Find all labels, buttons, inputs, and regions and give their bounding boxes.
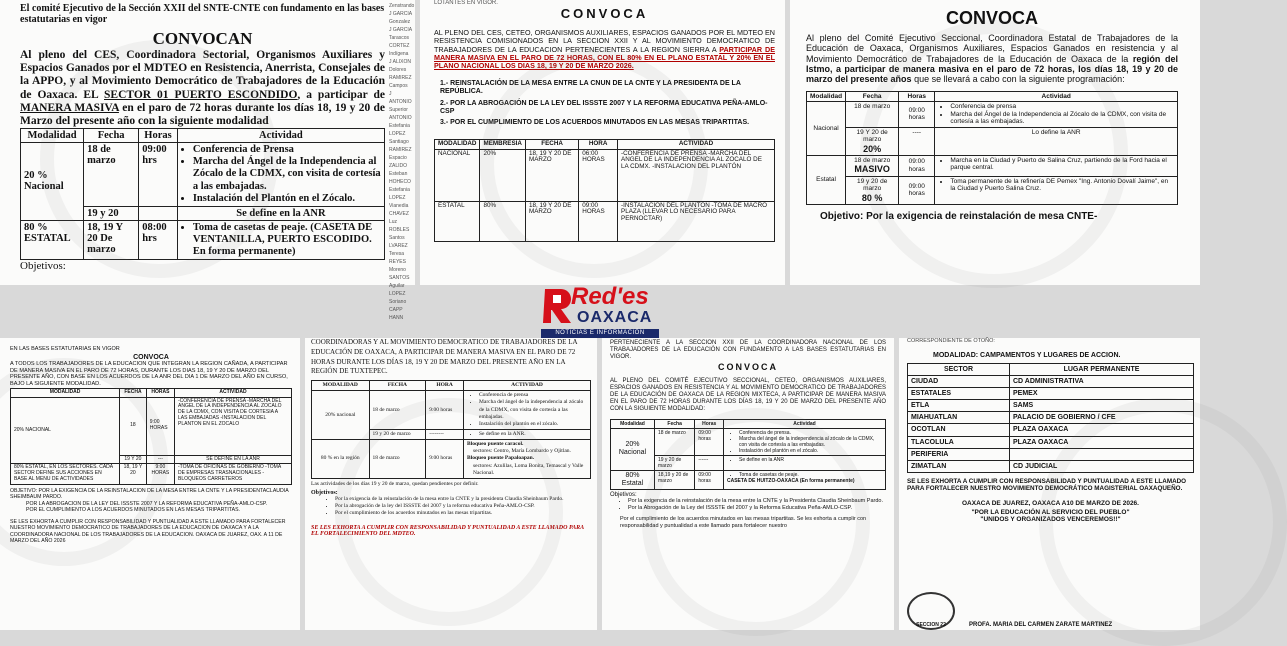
top-text: COORDINADORAS Y AL MOVIMIENTO DEMOCRATICO DE TRABAJADORES DE LA EDUCACIÓN DE OAXACA, A PARTICIPAR DE MANERA MASIVA EN EL PARO DE 72 HORAS DURANTE LOS DÍAS 18, 19 Y 20 DE MARZO DEL PRESENTE AÑO EN LA REGIÓN DE TUXTEPEC.: [311, 338, 578, 376]
col-fecha: FECHA: [120, 388, 147, 397]
top-text: EN LAS BASES ESTATUTARIAS EN VIGOR: [10, 346, 120, 352]
cell: -TOMA DE OFICINAS DE GOBIERNO -TOMA DE EMPRESAS TRASNACIONALES -BLOQUEOS CARRETEROS: [175, 464, 292, 484]
cell-actividad: • Conferencia de prensa • Marcha del Ángel de la Independencia al Zócalo de la CDMX, con visita de cortesía a las embajadas.: [935, 102, 1178, 127]
cell: • Se define en la ANR: [724, 455, 886, 470]
cell: -CONFERENCIA DE PRENSA -MARCHA DEL ANGEL DE LA INDEPENDENCIA AL ZOCALO DE LA CDMX. -INSTALACION DEL PLANTÓN: [618, 149, 775, 201]
cell: 80%: [480, 201, 525, 241]
top-text: CORRESPONDIENTE DE OTOÑO:: [907, 338, 995, 344]
cell: ------: [695, 455, 724, 470]
logo-tagline: NOTICIAS E INFORMACIÓN: [541, 329, 659, 338]
cell: 20% NACIONAL: [11, 397, 120, 464]
signature-entry: Espacio: [389, 155, 407, 161]
cell: 09:00 HORAS: [579, 201, 618, 241]
motto-2: "UNIDOS Y ORGANIZADOS VENCEREMOS!!": [980, 515, 1121, 523]
cell: 9:00 HORAS: [146, 397, 174, 455]
col-modalidad: MODALIDAD: [435, 139, 480, 149]
cell: • Conferencia de prensa. • Marcha del ángel de la independencia al zócalo de la CDMX, con visita de cortesía a las embajadas. • Instalación del plantón en el zócalo.: [724, 428, 886, 455]
cell-sector: PERIFERIA: [908, 448, 1010, 460]
signature-column: [389, 0, 415, 321]
cell: 20%: [480, 149, 525, 201]
col-fecha: Fecha: [654, 419, 694, 428]
objectives-label: Objetivos:: [20, 259, 66, 272]
cell-sector: ESTATALES: [908, 388, 1010, 400]
cell: • Toma de casetas de peaje. CASETA DE HUITZO-OAXACA (En forma permanente): [724, 470, 886, 490]
closing-text: Por el cumplimiento de los acuerdos minutados en las mesas tripartitas. Se les exhorta a cumplir con responsabilidad y puntualidad a este llamado para fortalecer nuestro: [620, 515, 867, 529]
watermark-seal: [860, 20, 1128, 288]
cell-fecha: 18, 19 Y 20 De marzo: [84, 220, 139, 259]
cell-modalidad: 80 % ESTATAL: [21, 220, 84, 259]
cell-fecha: 19 y 20: [84, 206, 139, 220]
signature-entry: J ALIXON: [389, 59, 411, 65]
signature-entry: Soriano: [389, 299, 407, 305]
list-item: POR EL CUMPLIMIENTO A LOS ACUERDOS MINUTADOS EN LAS MESAS TRIPARTITAS.: [26, 507, 240, 514]
cell-horas: 09:00 hrs: [139, 143, 178, 206]
list-item: • Por la exigencia de la reinstalación de la mesa entre la CNTE y la Presidenta Claudia Sheinbaum Pardo.: [628, 498, 886, 505]
cell-actividad: • Toma permanente de la refinería DE Pemex "Ing. Antonio Dovalí Jaime", en la Ciudad y Puerto Salina Cruz.: [935, 176, 1178, 204]
doc-title: CONVOCA: [717, 361, 778, 372]
col-modalidad: Modalidad: [807, 91, 846, 101]
cell: 18: [120, 397, 147, 455]
cell-horas: ----: [899, 127, 935, 155]
cell: 20% Nacional: [611, 428, 655, 470]
signature-entry: CHAVEZ: [389, 211, 409, 217]
cell: • Conferencia de prensa • Marcha del ángel de la independencia al zócalo de la CDMX, con visita de cortesía a las embajadas. • Instalación del plantón en el zócalo.: [464, 391, 591, 430]
signature-entry: LOPEZ: [389, 195, 406, 201]
logo-main-text: Red'es: [571, 283, 649, 310]
closing-text: SE LES EXHORTA A CUMPLIR CON RESPONSABILIDAD Y PUNTUALIDAD A ESTE LLAMADO PARA EL FORTALECIMIENTO DEL MDTEO.: [311, 525, 584, 538]
objectives-label: Objetivos:: [311, 489, 338, 496]
body-text: AL PLENO DEL CES, CETEO, ORGANISMOS AUXILIARES, ESPACIOS GANADOS POR EL MDTEO EN RESISTENCIA COMISIONADOS EN LA SECCION XXII Y AL MOVIMIENTO DEMOCRATICO DE TRABAJADORES DE LA EDUCACION PERTENECIENTES A LA REGION SIERRA A PARTICIPAR DE MANERA MASIVA EN EL PARO DE 72 HORAS, CON EL 80% EN EL PLANO ESTATAL Y 20% EN EL PLANO NACIONAL LOS DIAS 18, 19 Y 20 DE MARZO 2026.: [434, 28, 775, 71]
cell: 18, 19 Y 20: [120, 464, 147, 484]
doc-title: CONVOCA: [945, 8, 1038, 28]
signature-entry: LOPEZ: [389, 131, 406, 137]
cell: NACIONAL: [435, 149, 480, 201]
col-actividad: Actividad: [177, 129, 384, 143]
signature-entry: Campos: [389, 83, 408, 89]
signature-entry: Santos: [389, 235, 405, 241]
cell-lugar: CD JUDICIAL: [1010, 460, 1194, 472]
cell: ---: [146, 455, 174, 464]
place-date: OAXACA DE JUAREZ, OAXACA A10 DE MARZO DE 2026.: [962, 499, 1139, 507]
col-actividad: ACTIVIDAD: [175, 388, 292, 397]
cell: 18 de marzo: [654, 428, 694, 455]
cell-actividad: • Toma de casetas de peaje. (CASETA DE VENTANILLA, PUERTO ESCODIDO. En forma permanente): [177, 220, 384, 259]
cell-actividad: • Marcha en la Ciudad y Puerto de Salina Cruz, partiendo de la Ford hacia el parque central.: [935, 155, 1178, 176]
col-actividad: Actividad: [935, 91, 1178, 101]
signature-entry: J ANTONIO: [389, 91, 412, 105]
list-item: • Por la abrogación de la ley del ISSSTE del 2007 y la reforma educativa Peña-AMLO-CSP.: [335, 503, 591, 510]
col-sector: SECTOR: [908, 364, 1010, 376]
col-fecha: Fecha: [84, 129, 139, 143]
cell: 80 % en la región: [312, 440, 370, 479]
cell: 18 de marzo: [369, 391, 426, 430]
signature-entry: Estefania: [389, 187, 410, 193]
signature-entry: Superior: [389, 107, 408, 113]
modality-text: MODALIDAD: CAMPAMENTOS Y LUGARES DE ACCION.: [933, 352, 1121, 359]
cell: 19 y 20 de marzo: [654, 455, 694, 470]
col-fecha: FECHA: [525, 139, 578, 149]
signature-entry: CORTEZ: [389, 43, 410, 49]
cell: 09:00 horas: [695, 428, 724, 455]
list-item: • Por la Abrogación de la Ley del ISSSTE del 2007 y la Reforma Educativa Peña-AMLO-CSP.: [628, 505, 886, 512]
signature-entry: RAMIREZ: [389, 75, 412, 81]
cell-actividad: Lo define la ANR: [935, 127, 1178, 155]
signature-entry: Dolores: [389, 67, 407, 73]
list-item: POR LA ABROGACION DE LA LEY DEL ISSSTE 2007 Y LA REFORMA EDUCATIVA PEÑA-AMLO-CSP.: [26, 500, 268, 507]
col-actividad: ACTIVIDAD: [464, 381, 591, 391]
list-item: OBJETIVO: POR LA EXIGENCIA DE LA REINSTALACION DE LA MESA ENTRE LA CNTE Y LA PRESIDENTACLAUDIA SHEIMBAUM PARDO.: [10, 487, 289, 501]
body-text: Al pleno del CES, Coordinadora Sectorial, Organismos Auxiliares y Espacios Ganados por el MDTEO en Resistencia, Anerrista, Consejales de la APPO, y al Movimiento Democrático de Trabajadores de la Educación de Oaxaca. EL SECTOR 01 PUERTO ESCONDIDO, a participar de MANERA MASIVA en el paro de 72 horas durante los días 18, 19 y 20 de Marzo del presente año con la siguiente modalidad: [20, 49, 386, 128]
signature-entry: SANTOS: [389, 275, 410, 281]
col-horas: Horas: [899, 91, 935, 101]
list-item: 1.- REINSTALACIÓN DE LA MESA ENTRE LA CNUN DE LA CNTE Y LA PRESIDENTA DE LA REPÚBLICA.: [440, 80, 741, 96]
signature-entry: J GARCIA: [389, 11, 413, 17]
cell: 80% ESTATAL, EN LOS SECTORES. CADA SECTOR DEFINE SUS ACCIONES EN BASE AL MENU DE ACTIVIDADES: [11, 464, 120, 484]
convocatoria-region-tuxtepec: [305, 338, 597, 630]
cell-sector: CIUDAD: [908, 376, 1010, 388]
signature-entry: LVAREZ: [389, 243, 408, 249]
signature-entry: Zenstrando: [389, 3, 415, 9]
cell: 20% nacional: [312, 391, 370, 440]
signature-entry: Esteban: [389, 171, 408, 177]
cell: 18, 19 Y 20 DE MARZO: [525, 201, 578, 241]
cell-sector: ZIMATLAN: [908, 460, 1010, 472]
cell-modalidad: Nacional: [807, 102, 846, 156]
table-header: [908, 364, 1194, 376]
signature-entry: Santiago: [389, 139, 409, 145]
watermark-seal: [40, 40, 278, 278]
cell-horas: 09:00 horas: [899, 176, 935, 204]
cell: 09:00 horas: [695, 470, 724, 490]
col-modalidad: Modalidad: [611, 419, 655, 428]
doc-title: CONVOCAN: [152, 29, 253, 48]
table-header: [312, 381, 591, 391]
cell: 19 Y 20: [120, 455, 147, 464]
cell: 18, 19 Y 20 DE MARZO: [525, 149, 578, 201]
doc-title: CONVOCA: [560, 6, 649, 21]
col-lugar: LUGAR PERMANENTE: [1010, 364, 1194, 376]
list-item: • Por la exigencia de la reinstalación de la mesa entre la CNTE y la presidenta Claudia Sheinbaum Pardo.: [335, 496, 591, 503]
list-item: 3.- POR EL CUMPLIMIENTO DE LOS ACUERDOS MINUTADOS EN LAS MESAS TRIPARTITAS.: [440, 118, 750, 126]
col-membresia: MEMBRESIA: [480, 139, 525, 149]
signature-entry: ZALIDO: [389, 163, 408, 169]
objectives-label: Objetivos:: [610, 492, 637, 499]
watermark-seal: [642, 408, 870, 636]
doc-title: CONVOCA: [133, 354, 169, 361]
cell-modalidad: Estatal: [807, 155, 846, 204]
cell-fecha: 19 y 20 de marzo 80 %: [846, 176, 899, 204]
col-modalidad: Modalidad: [21, 129, 84, 143]
union-seal-icon: SECCION 22: [907, 592, 955, 630]
signature-entry: Luz: [389, 219, 398, 225]
cell-sector: OCOTLAN: [908, 424, 1010, 436]
cell-actividad: • Conferencia de Prensa • Marcha del Ángel de la Independencia al Zócalo de la CDMX, con visita de cortesía a las embajadas. • Instalación del Plantón en el Zócalo.: [177, 143, 384, 206]
cell-fecha: 18 de marzo MASIVO: [846, 155, 899, 176]
watermark-seal: [335, 398, 563, 626]
cell: ESTATAL: [435, 201, 480, 241]
cell-lugar: PLAZA OAXACA: [1010, 436, 1194, 448]
cell-horas: 09:00 horas: [899, 102, 935, 127]
col-modalidad: MODALIDAD: [11, 388, 120, 397]
top-text: PERTENECIENTE A LA SECCION XXII DE LA COORDINADORA NACIONAL DE LOS TRABAJADORES DE LA EDUCACIÓN CON FUNDAMENTO A LAS BASES ESTATUTARIAS EN VIGOR.: [610, 340, 886, 361]
signature-entry: HOHECO: [389, 179, 411, 185]
cell-horas: 09:00 horas: [899, 155, 935, 176]
cell: 18,19 y 20 de marzo: [654, 470, 694, 490]
col-hora: HORA: [579, 139, 618, 149]
logo-sub-text: OAXACA: [577, 309, 653, 326]
cell-lugar: PALACIO DE GOBIERNO / CFE: [1010, 412, 1194, 424]
body-text: Al pleno del Comité Ejecutivo Seccional, Coordinadora Estatal de Trabajadores de la Educación de Oaxaca, Organismos Auxiliares, Espacios Ganados en resistencia y al Movimiento Democrático de Trabajadores de la Educación de Oaxaca de la región del Istmo, a participar de manera masiva en el paro de 72 horas, los días 18, 19 y 20 de marzo del presente años que se llevará a cabo con la siguiente programación:: [806, 33, 1178, 85]
col-actividad: ACTIVIDAD: [618, 139, 775, 149]
cell-sector: MIAHUATLAN: [908, 412, 1010, 424]
cell: 18 de marzo: [369, 440, 426, 479]
convocatoria-region-canada: [0, 338, 300, 630]
cell: 06:00 HORAS: [579, 149, 618, 201]
col-horas: Horas: [695, 419, 724, 428]
signature-entry: ANTONIO: [389, 115, 412, 121]
cell: -CONFERENCIA DE PRENSA -MARCHA DEL ANGEL DE LA INDEPENDENCIA AL ZOCALO DE LA CDMX, CON VISITA DE CORTESIA A LAS EMBAJADAS -INSTALACION DEL PLANTON EN EL ZOCALO: [175, 397, 292, 455]
cell: 9:00 horas: [426, 391, 464, 430]
cell: • Se define en la ANR.: [464, 430, 591, 440]
col-hora: HORA: [426, 381, 464, 391]
closing-text: SE LES EXHORTA A CUMPLIR CON RESPONSABILIDAD Y PUNTUALIDAD A ESTE LLAMADO PARA FORTALECER NUESTRO MOVIMIENTO DEMOCRATICO DE TRABAJADORES DE LA EDUCACION DE OAXACA Y A LA COORDINADORA NACIONAL DE LOS TRABAJADORES DE LA EDUCACION. OAXACA DE JUAREZ, OAX. A 11 DE MARZO DEL AÑO 2026: [10, 518, 286, 545]
list-item: 2.- POR LA ABROGACIÓN DE LA LEY DEL ISSSTE 2007 Y LA REFORMA EDUCATIVA PEÑA-AMLO-CSP: [440, 99, 768, 115]
signature-entry: J GARCIA: [389, 27, 413, 33]
signature-entry: Gonzalez: [389, 19, 411, 25]
note-text: Las actividades de los días 19 y 20 de marzo, quedan pendientes por definir.: [311, 480, 479, 487]
intro-text: El comité Ejecutivo de la Sección XXII del SNTE-CNTE con fundamento en las bases estatutarias en vigor: [20, 3, 385, 25]
cell-lugar: CD ADMINISTRATIVA: [1010, 376, 1194, 388]
col-horas: Horas: [139, 129, 178, 143]
col-fecha: FECHA: [369, 381, 426, 391]
body-text: AL PLENO DEL COMITÉ EJECUTIVO SECCIONAL, CETEO, ORGANISMOS AUXILIARES, ESPACIOS GANADOS EN RESISTENCIA Y AL MOVIMIENTO DEMOCRATICO DE TRABAJADORES DE LA EDUCACIÓN DE OAXACA DE LA REGION MIXTECA, A PARTICIPAR DE MANERA MASIVA EN EL PARO DE 72 HORAS DURANTE LOS DÍAS 18, 19 Y 20 DE MARZO DEL PRESENTE AÑO CON LA SIGUIENTE MODALIDAD:: [610, 377, 886, 413]
watermark-seal: [1039, 398, 1287, 646]
signature-name: PROFA. MARIA DEL CARMEN ZARATE MARTINEZ: [969, 622, 1113, 628]
convocatoria-valles-centrales: [899, 338, 1200, 630]
signature-entry: HANN: [389, 315, 404, 321]
cell-fecha: 18 de marzo: [84, 143, 139, 206]
cell: -INSTALACION DEL PLANTON -TOMA DE MACRO PLAZA (LLEVAR LO NECESARIO PARA PERNOCTAR): [618, 201, 775, 241]
signature-entry: LOPEZ: [389, 291, 406, 297]
cell-sector: ETLA: [908, 400, 1010, 412]
cell-lugar: SAMS: [1010, 400, 1194, 412]
cell: 80% Estatal: [611, 470, 655, 490]
cell-modalidad: 20 % Nacional: [21, 143, 84, 220]
convocatoria-region-sierra: [420, 0, 785, 285]
signature-entry: Moreno: [389, 267, 406, 273]
signature-entry: Estefania: [389, 123, 410, 129]
col-fecha: Fecha: [846, 91, 899, 101]
cell-lugar: PEMEX: [1010, 388, 1194, 400]
motto-1: "POR LA EDUCACIÓN AL SERVICIO DEL PUEBLO": [971, 508, 1130, 516]
body-text: A TODOS LOS TRABAJADORES DE LA EDUCACION QUE INTEGRAN LA REGION CAÑADA, A PARTICIPAR DE MANERA MASIVA EN EL PARO DE 72 HORAS, DURANTE LOS DIAS 18, 19 Y 20 DE MARZO DEL PRESENTE AÑO, CON BASE EN LOS ACUERDOS DE LA ANR DEL DIA 1 DE MARZO DEL AÑO EN CURSO, BAJO LA SIGUIENTE MODALIDAD.: [10, 361, 288, 388]
top-text: LOTANTES EN VIGOR.: [434, 0, 498, 6]
convocatoria-region-istmo: [790, 0, 1200, 285]
cell: Bloqueo puente caracol. sectores: Centro, María Lombardo y Ojitlan. Bloqueo puente Papaloapan. sectores: Azulilas, Loma Bonita, Temascal y Valle Nacional.: [464, 440, 591, 479]
signature-entry: REYES: [389, 259, 406, 265]
convocatoria-region-mixteca: [602, 338, 894, 630]
cell-fecha: 19 Y 20 de marzo 20%: [846, 127, 899, 155]
cell-horas: 08:00 hrs: [139, 220, 178, 259]
cell: 9:00 horas: [426, 440, 464, 479]
signature-entry: Vianedia: [389, 203, 409, 209]
signature-entry: Tarascos: [389, 35, 410, 41]
signature-entry: Aguilar: [389, 283, 405, 289]
cell: 19 y 20 de marzo: [369, 430, 426, 440]
cell-actividad: Se define en la ANR: [177, 206, 384, 220]
signature-entry: CAPP: [389, 307, 403, 313]
closing-text: SE LES EXHORTA A CUMPLIR CON RESPONSABILIDAD Y PUNTUALIDAD A ESTE LLAMADO PARA FORTALECER NUESTRO MOVIMIENTO DEMOCRÁTICO MAGISTERIAL OAXAQUEÑO.: [907, 477, 1187, 493]
cell-lugar: PLAZA OAXACA: [1010, 424, 1194, 436]
list-item: • Por el cumplimiento de los acuerdos minutados en las mesas tripartitas.: [335, 510, 591, 517]
table-row: [908, 376, 1194, 388]
col-actividad: Actividad: [724, 419, 886, 428]
col-modalidad: MODALIDAD: [312, 381, 370, 391]
signature-entry: ROBLES: [389, 227, 410, 233]
cell-sector: TLACOLULA: [908, 436, 1010, 448]
convocatoria-puerto-escondido: [0, 0, 415, 321]
cell-fecha: 18 de marzo: [846, 102, 899, 127]
signature-entry: RAMIREZ: [389, 147, 412, 153]
redes-oaxaca-logo: [535, 283, 665, 343]
col-horas: HORAS: [146, 388, 174, 397]
cell: SE DEFINE EN LA ANR: [175, 455, 292, 464]
signature-entry: Teresa: [389, 251, 405, 257]
cell: 9:00 HORAS: [146, 464, 174, 484]
cell: --------: [426, 430, 464, 440]
signature-entry: Indígena: [389, 51, 409, 57]
watermark-seal: [480, 50, 708, 278]
objectives-label: Objetivo: Por la exigencia de reinstalación de mesa CNTE-: [820, 210, 1098, 222]
